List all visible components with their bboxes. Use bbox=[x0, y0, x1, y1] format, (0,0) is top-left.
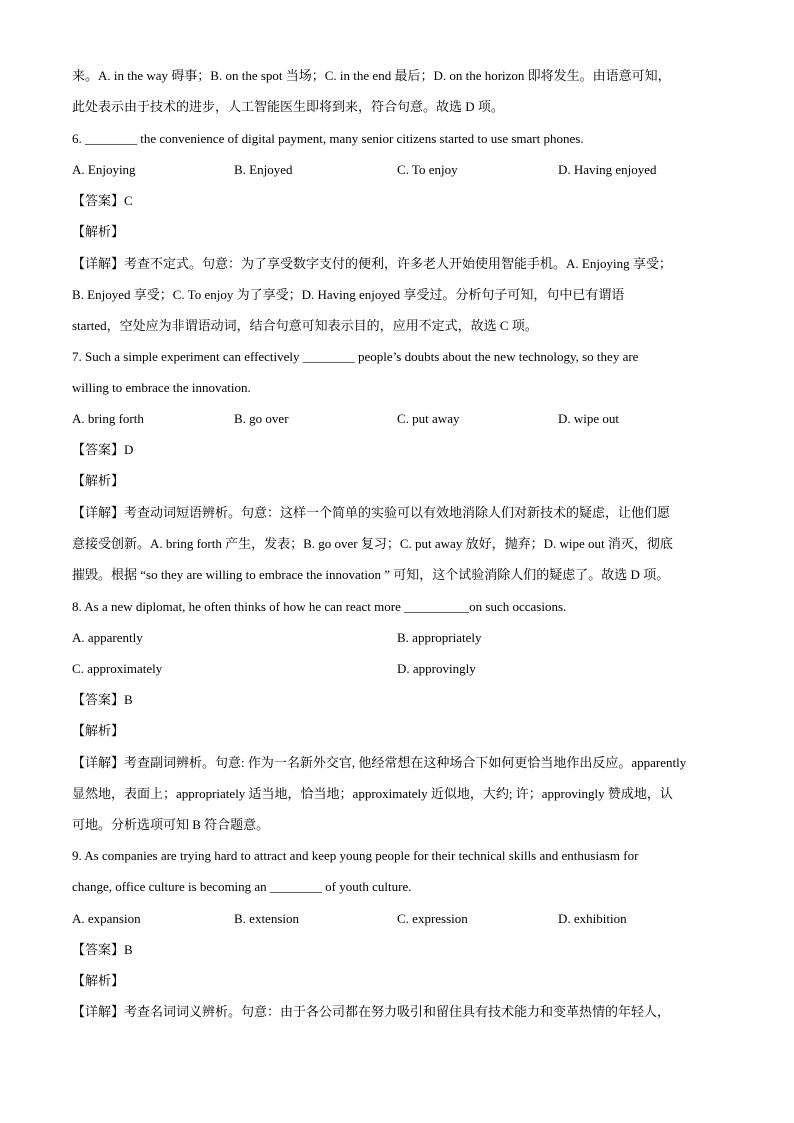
detail-label: 【详解】 bbox=[72, 1004, 125, 1019]
q7-option-d: D. wipe out bbox=[558, 411, 620, 426]
q8-detail-line-2: 显然地，表面上；appropriately 适当地，恰当地；approximately 近似地，大约; 许；approvingly 赞成地，认 bbox=[72, 786, 673, 801]
q9-option-c: C. expression bbox=[397, 911, 468, 926]
q6-detail-line-2: B. Enjoyed 享受；C. To enjoy 为了享受；D. Having enjoyed 享受过。分析句子可知，句中已有谓语 bbox=[72, 287, 625, 302]
detail-label: 【详解】 bbox=[72, 256, 125, 271]
q9-detail-line-1 bbox=[72, 1004, 670, 1020]
answer-value: B bbox=[124, 942, 133, 957]
q8-detail-line-1 bbox=[72, 755, 686, 771]
q7-option-a: A. bring forth bbox=[72, 411, 144, 426]
q9-answer bbox=[72, 942, 133, 958]
q9-analysis-label: 【解析】 bbox=[72, 973, 125, 988]
q6-detail-line-3: started，空处应为非谓语动词，结合句意可知表示目的，应用不定式，故选 C 项。 bbox=[72, 318, 538, 333]
q6-analysis-label: 【解析】 bbox=[72, 224, 125, 239]
detail-label: 【详解】 bbox=[72, 505, 125, 520]
q8-option-b: B. appropriately bbox=[397, 630, 482, 645]
answer-value: D bbox=[124, 442, 134, 457]
q7-option-b: B. go over bbox=[234, 411, 289, 426]
q9-stem-line-1: 9. As companies are trying hard to attract and keep young people for their technical skills and enthusiasm for bbox=[72, 848, 639, 863]
q7-analysis-label: 【解析】 bbox=[72, 473, 125, 488]
answer-label: 【答案】 bbox=[72, 942, 125, 957]
q7-answer bbox=[72, 442, 133, 458]
q6-detail-line-1 bbox=[72, 256, 672, 272]
q7-option-c: C. put away bbox=[397, 411, 460, 426]
q9-option-b: B. extension bbox=[234, 911, 299, 926]
q7-detail-line-1 bbox=[72, 505, 670, 521]
q6-option-a: A. Enjoying bbox=[72, 162, 136, 177]
answer-label: 【答案】 bbox=[72, 692, 125, 707]
q8-answer bbox=[72, 692, 133, 708]
detail-text: 考查动词短语辨析。句意：这样一个简单的实验可以有效地消除人们对新技术的疑虑，让他们愿 bbox=[124, 505, 671, 520]
answer-value: C bbox=[124, 193, 133, 208]
q7-stem-line-2: willing to embrace the innovation. bbox=[72, 380, 251, 395]
detail-text: 考查不定式。句意：为了享受数字支付的便利，许多老人开始使用智能手机。A. Enjoying 享受； bbox=[124, 256, 672, 271]
q8-stem: 8. As a new diplomat, he often thinks of how he can react more __________on such occasions. bbox=[72, 599, 567, 614]
q7-detail-line-3: 摧毁。根据 “so they are willing to embrace the innovation ” 可知，这个试验消除人们的疑虑了。故选 D 项。 bbox=[72, 567, 670, 582]
answer-value: B bbox=[124, 692, 133, 707]
detail-label: 【详解】 bbox=[72, 755, 125, 770]
q6-stem: 6. ________ the convenience of digital payment, many senior citizens started to use smart phones. bbox=[72, 131, 584, 146]
q8-option-d: D. approvingly bbox=[397, 661, 476, 676]
answer-label: 【答案】 bbox=[72, 193, 125, 208]
answer-label: 【答案】 bbox=[72, 442, 125, 457]
q8-option-c: C. approximately bbox=[72, 661, 163, 676]
q7-stem-line-1: 7. Such a simple experiment can effectively ________ people’s doubts about the new technology, so they are bbox=[72, 349, 639, 364]
q8-option-a: A. apparently bbox=[72, 630, 143, 645]
q6-option-b: B. Enjoyed bbox=[234, 162, 293, 177]
detail-text: 考查名词词义辨析。句意：由于各公司都在努力吸引和留住具有技术能力和变革热情的年轻人， bbox=[124, 1004, 671, 1019]
q9-option-d: D. exhibition bbox=[558, 911, 627, 926]
q6-answer bbox=[72, 193, 133, 209]
q8-analysis-label: 【解析】 bbox=[72, 723, 125, 738]
q9-stem-line-2: change, office culture is becoming an ________ of youth culture. bbox=[72, 879, 412, 894]
detail-text: 考查副词辨析。句意: 作为一名新外交官, 他经常想在这种场合下如何更恰当地作出反应。apparently bbox=[124, 755, 687, 770]
continuation-line-2: 此处表示由于技术的进步，人工智能医生即将到来，符合句意。故选 D 项。 bbox=[72, 99, 504, 114]
q6-option-c: C. To enjoy bbox=[397, 162, 458, 177]
q7-detail-line-2: 意接受创新。A. bring forth 产生，发表；B. go over 复习；C. put away 放好，抛弃；D. wipe out 消灭，彻底 bbox=[72, 536, 673, 551]
q8-detail-line-3: 可地。分析选项可知 B 符合题意。 bbox=[72, 817, 270, 832]
continuation-line-1: 来。A. in the way 碍事；B. on the spot 当场；C. in the end 最后；D. on the horizon 即将发生。由语意可知， bbox=[72, 68, 671, 83]
q6-option-d: D. Having enjoyed bbox=[558, 162, 657, 177]
q9-option-a: A. expansion bbox=[72, 911, 141, 926]
